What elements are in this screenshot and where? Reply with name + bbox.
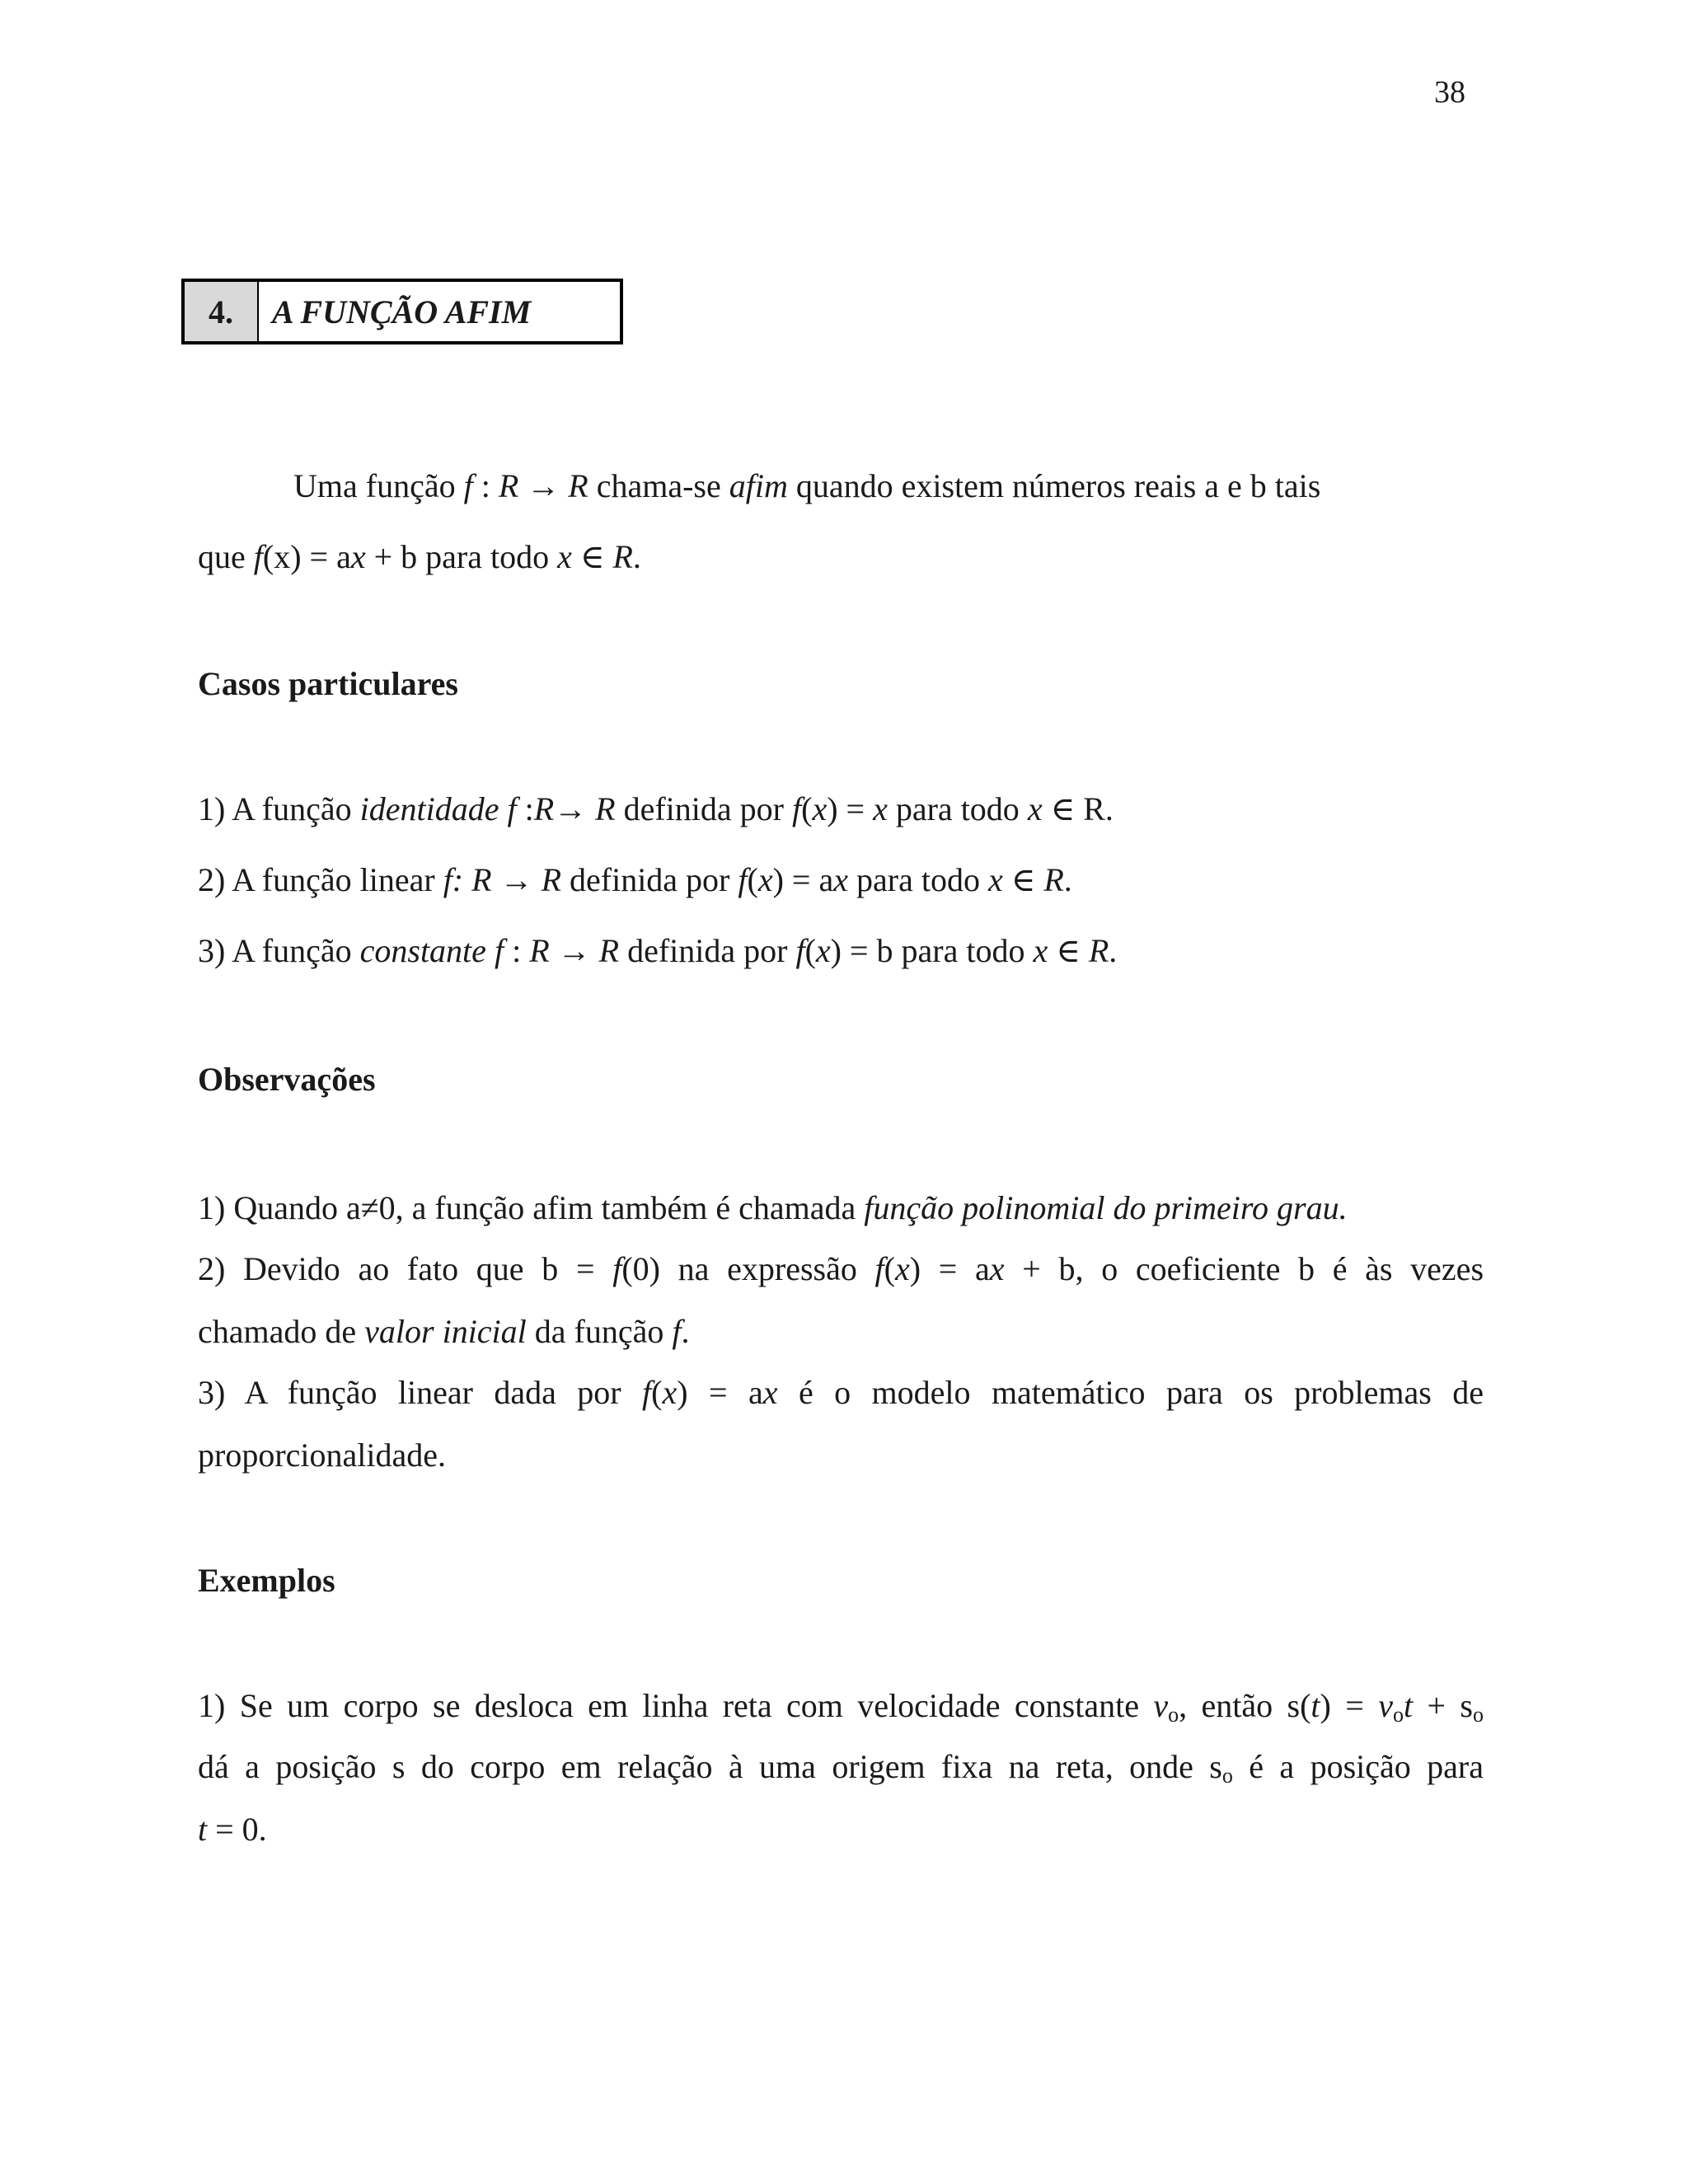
caso-linear: 2) A função linear f: R → R definida por f(x) = ax para todo x ∈ R. xyxy=(198,861,1072,898)
caso-identidade: 1) A função identidade f :R→ R definida por f(x) = x para todo x ∈ R. xyxy=(198,790,1114,827)
intro-line-1: Uma função f : R → R chama-se afim quando existem números reais a e b tais xyxy=(293,467,1321,504)
intro-line-2: que f(x) = ax + b para todo x ∈ R. xyxy=(198,538,641,575)
observacao-3-line-2: proporcionalidade. xyxy=(198,1436,446,1474)
observacao-1: 1) Quando a≠0, a função afim também é chamada função polinomial do primeiro grau. xyxy=(198,1189,1348,1226)
exemplo-1-line-3: t = 0. xyxy=(198,1811,267,1848)
heading-exemplos: Exemplos xyxy=(198,1562,335,1599)
observacao-2-line-2: chamado de valor inicial da função f. xyxy=(198,1313,690,1350)
exemplo-1-line-2: dá a posição s do corpo em relação à uma origem fixa na reta, onde $s_o$ é a posição para xyxy=(198,1748,1484,1788)
caso-constante: 3) A função constante f : R → R definida por f(x) = b para todo x ∈ R. xyxy=(198,932,1118,969)
observacao-2-line-1: 2) Devido ao fato que b = f(0) na expressão f(x) = ax + b, o coeficiente b é às vezes xyxy=(198,1250,1484,1287)
exemplo-1-line-1: 1) Se um corpo se desloca em linha reta com velocidade constante $v_o$, então $s(t) = v_ot + s_o$ xyxy=(198,1687,1484,1727)
page-number: 38 xyxy=(1434,75,1465,110)
heading-casos-particulares: Casos particulares xyxy=(198,665,458,702)
heading-observacoes: Observações xyxy=(198,1061,376,1098)
section-number: 4. xyxy=(185,282,259,341)
section-title: A FUNÇÃO AFIM xyxy=(272,293,532,330)
observacao-3-line-1: 3) A função linear dada por f(x) = ax é o modelo matemático para os problemas de xyxy=(198,1374,1484,1411)
section-title-box xyxy=(181,279,623,344)
